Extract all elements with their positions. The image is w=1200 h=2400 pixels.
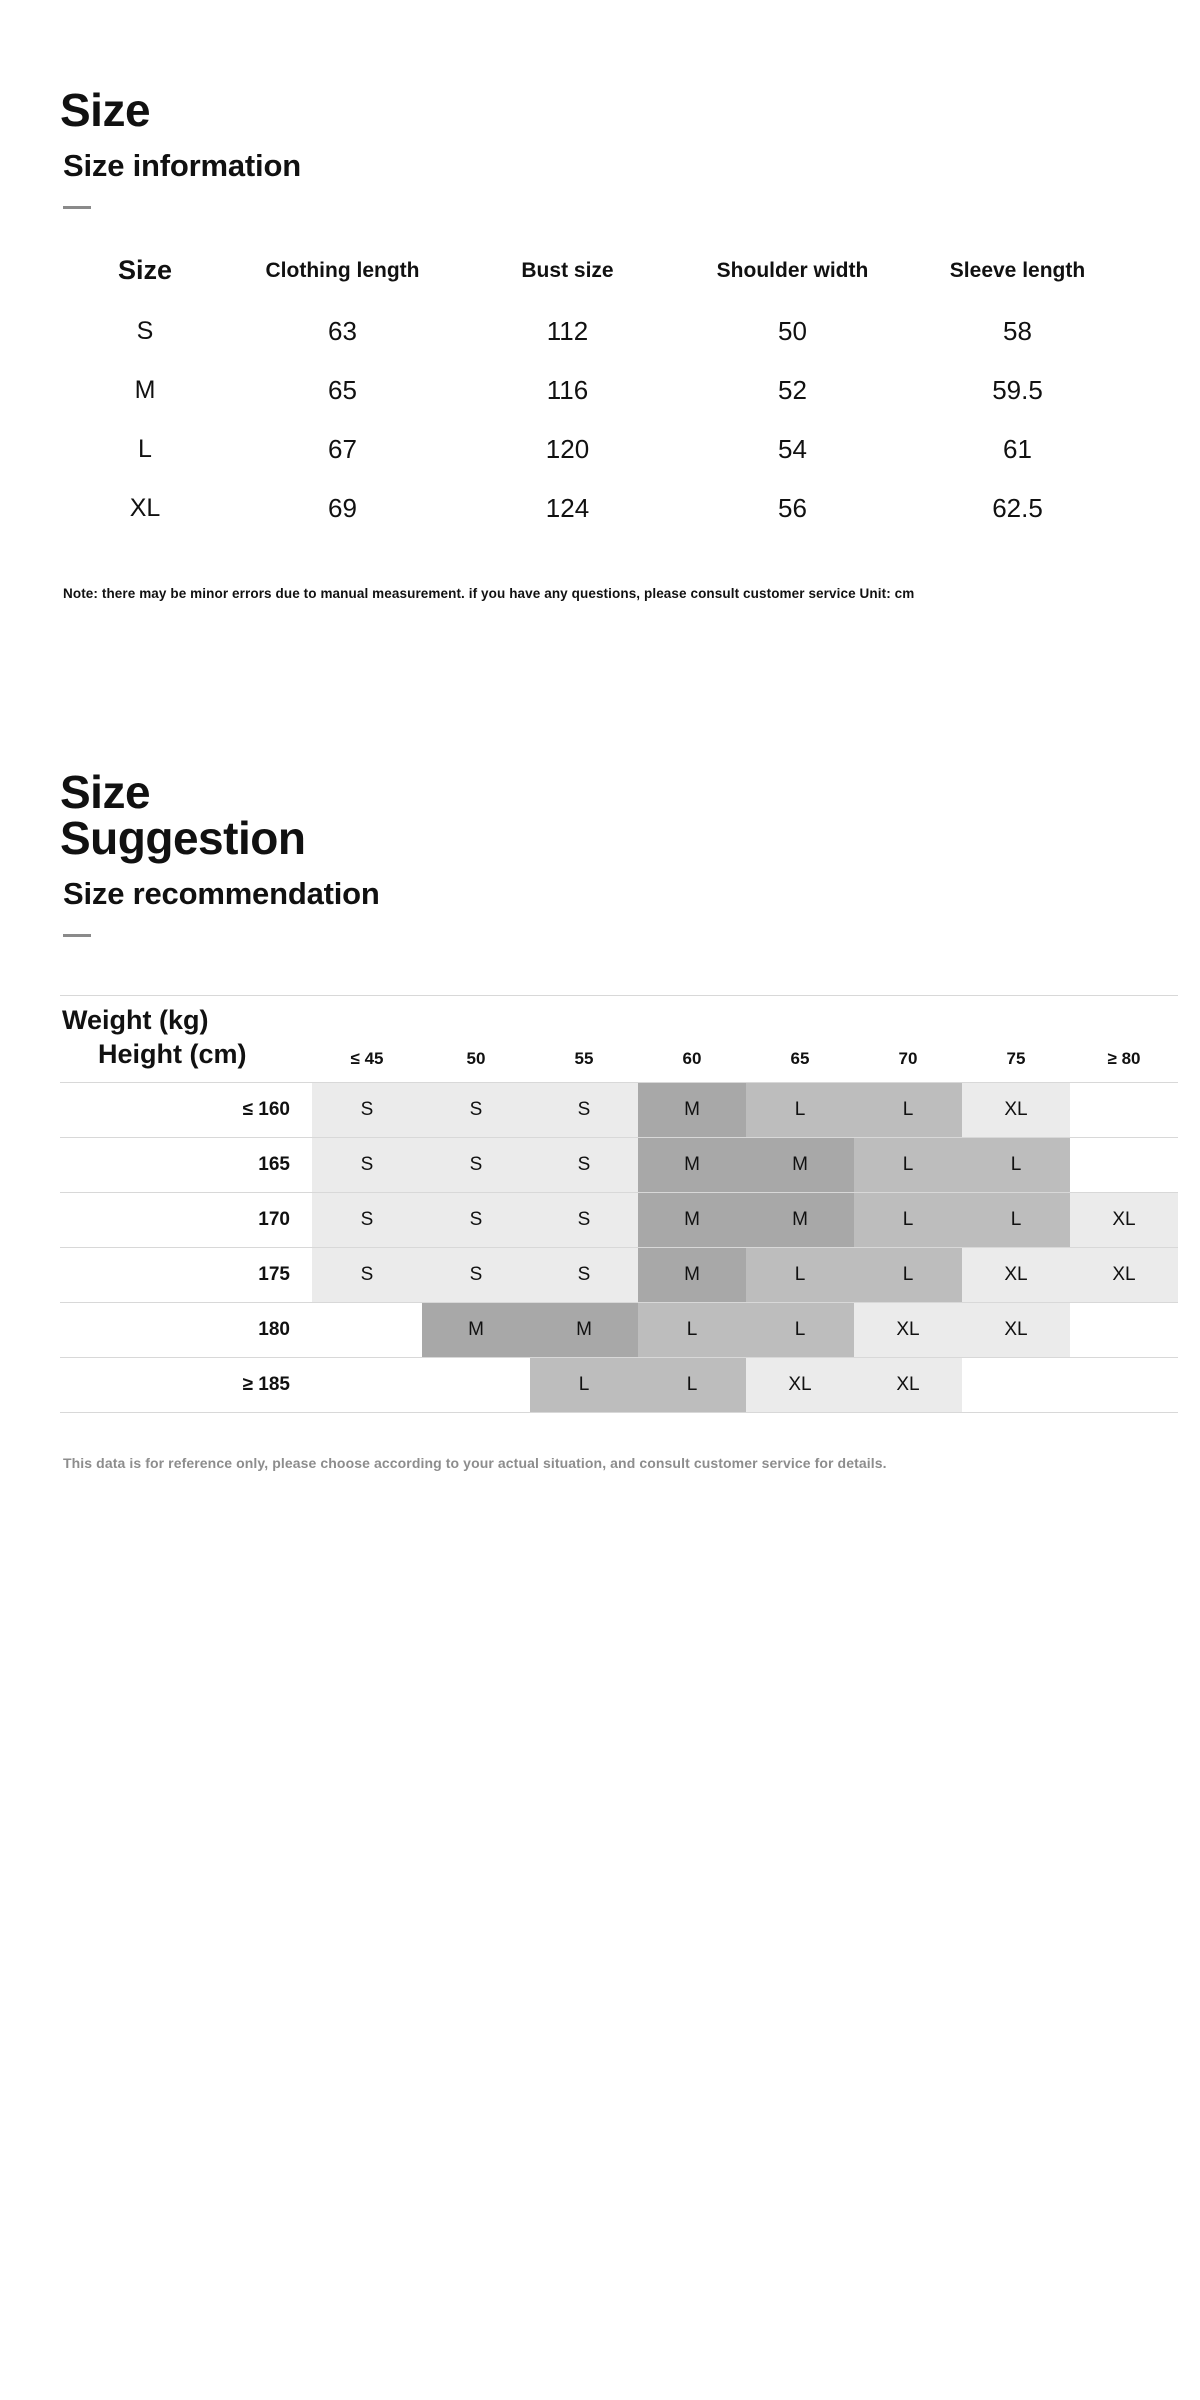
recommendation-cell: M — [638, 1137, 746, 1192]
recommendation-cell: L — [638, 1357, 746, 1412]
size-cell: 59.5 — [992, 374, 1043, 405]
recommendation-cell: S — [312, 1137, 422, 1192]
recommendation-cell: S — [422, 1192, 530, 1247]
size-suggestion-section — [0, 601, 1200, 1471]
size-cell: 67 — [328, 433, 357, 464]
recommendation-cell — [1070, 1082, 1178, 1137]
weight-col-header: 60 — [638, 996, 746, 1083]
table-row — [60, 1192, 1178, 1247]
size-cell: 58 — [1003, 315, 1032, 346]
suggestion-title — [60, 765, 1140, 865]
recommendation-cell: L — [854, 1082, 962, 1137]
recommendation-cell: XL — [1070, 1247, 1178, 1302]
table-row — [60, 1082, 1178, 1137]
recommendation-cell: XL — [962, 1302, 1070, 1357]
weight-col-header: 70 — [854, 996, 962, 1083]
recommendation-cell — [422, 1357, 530, 1412]
height-row-header: ≥ 185 — [60, 1357, 312, 1412]
recommendation-cell: L — [962, 1192, 1070, 1247]
size-cell: 50 — [778, 315, 807, 346]
recommendation-cell: XL — [854, 1302, 962, 1357]
table-row — [60, 479, 1130, 538]
recommendation-cell: L — [854, 1137, 962, 1192]
weight-col-header: 50 — [422, 996, 530, 1083]
recommendation-cell: M — [638, 1082, 746, 1137]
table-row — [60, 1247, 1178, 1302]
size-cell: 54 — [778, 433, 807, 464]
recommendation-cell — [1070, 1357, 1178, 1412]
recommendation-cell: S — [530, 1192, 638, 1247]
size-cell: XL — [129, 493, 161, 522]
size-cell: 52 — [778, 374, 807, 405]
weight-col-header: 65 — [746, 996, 854, 1083]
axis-labels — [60, 996, 312, 1083]
weight-col-header: ≥ 80 — [1070, 996, 1178, 1083]
recommendation-cell: S — [530, 1082, 638, 1137]
recommendation-cell: S — [422, 1247, 530, 1302]
recommendation-header-row — [60, 996, 1178, 1083]
table-row — [60, 1302, 1178, 1357]
measurement-note: Note: there may be minor errors due to manual measurement. if you have any questions, please consult customer service Unit: cm — [63, 585, 915, 601]
suggestion-subtitle: Size recommendation — [63, 876, 380, 912]
size-recommendation-table — [60, 995, 1178, 1413]
axis-height-label: Height (cm) — [98, 1039, 247, 1070]
height-row-header: 170 — [60, 1192, 312, 1247]
size-cell: M — [134, 375, 156, 404]
recommendation-cell: S — [422, 1137, 530, 1192]
recommendation-cell: M — [746, 1192, 854, 1247]
size-cell: 120 — [545, 433, 590, 464]
recommendation-cell: L — [746, 1247, 854, 1302]
size-col-header-size: Size — [117, 255, 173, 286]
size-col-header-shoulder-width: Shoulder width — [716, 258, 869, 282]
size-cell: 65 — [328, 374, 357, 405]
recommendation-cell — [962, 1357, 1070, 1412]
recommendation-cell: S — [530, 1137, 638, 1192]
size-col-header-sleeve-length: Sleeve length — [949, 258, 1086, 282]
suggestion-title-line2: Suggestion — [60, 812, 306, 865]
recommendation-cell: L — [638, 1302, 746, 1357]
height-row-header: 180 — [60, 1302, 312, 1357]
weight-col-header: ≤ 45 — [312, 996, 422, 1083]
table-row — [60, 302, 1130, 361]
size-table — [60, 249, 1130, 537]
recommendation-cell: L — [746, 1302, 854, 1357]
recommendation-cell — [1070, 1302, 1178, 1357]
size-information-section — [0, 0, 1200, 601]
recommendation-cell: XL — [962, 1082, 1070, 1137]
size-cell: 112 — [546, 315, 589, 346]
table-row — [60, 1137, 1178, 1192]
table-row — [60, 420, 1130, 479]
recommendation-cell: M — [422, 1302, 530, 1357]
recommendation-cell: M — [530, 1302, 638, 1357]
size-subtitle: Size information — [63, 148, 301, 184]
recommendation-cell: XL — [962, 1247, 1070, 1302]
height-row-header: ≤ 160 — [60, 1082, 312, 1137]
recommendation-cell: M — [638, 1192, 746, 1247]
height-row-header: 175 — [60, 1247, 312, 1302]
recommendation-cell — [1070, 1137, 1178, 1192]
recommendation-cell: S — [422, 1082, 530, 1137]
size-cell: 61 — [1003, 433, 1032, 464]
recommendation-cell: S — [530, 1247, 638, 1302]
reference-footnote: This data is for reference only, please choose according to your actual situation, and consult customer service for details. — [63, 1454, 887, 1471]
suggestion-title-line1: Size — [60, 765, 151, 818]
table-row — [60, 1357, 1178, 1412]
size-title: Size — [60, 84, 151, 136]
size-col-header-clothing-length: Clothing length — [265, 258, 420, 282]
size-table-header-row — [60, 249, 1130, 301]
size-cell: 56 — [778, 492, 807, 523]
recommendation-cell: M — [638, 1247, 746, 1302]
recommendation-cell: S — [312, 1192, 422, 1247]
recommendation-cell: XL — [1070, 1192, 1178, 1247]
size-cell: 69 — [328, 492, 357, 523]
weight-col-header: 55 — [530, 996, 638, 1083]
size-cell: 124 — [545, 492, 590, 523]
recommendation-cell: S — [312, 1247, 422, 1302]
size-cell: 116 — [546, 374, 589, 405]
size-cell: L — [138, 434, 152, 463]
size-cell: 62.5 — [992, 492, 1043, 523]
size-cell: S — [136, 316, 154, 345]
recommendation-cell: L — [746, 1082, 854, 1137]
recommendation-cell: L — [530, 1357, 638, 1412]
divider-dash-2 — [63, 934, 91, 937]
height-row-header: 165 — [60, 1137, 312, 1192]
weight-col-header: 75 — [962, 996, 1070, 1083]
axis-weight-label: Weight (kg) — [62, 1005, 209, 1036]
size-cell: 63 — [328, 315, 357, 346]
recommendation-cell: XL — [854, 1357, 962, 1412]
size-col-header-bust-size: Bust size — [521, 258, 614, 282]
recommendation-cell: XL — [746, 1357, 854, 1412]
table-row — [60, 361, 1130, 420]
recommendation-cell: L — [962, 1137, 1070, 1192]
recommendation-cell — [312, 1302, 422, 1357]
recommendation-cell: M — [746, 1137, 854, 1192]
recommendation-cell — [312, 1357, 422, 1412]
recommendation-cell: S — [312, 1082, 422, 1137]
recommendation-cell: L — [854, 1247, 962, 1302]
recommendation-cell: L — [854, 1192, 962, 1247]
divider-dash — [63, 206, 91, 209]
